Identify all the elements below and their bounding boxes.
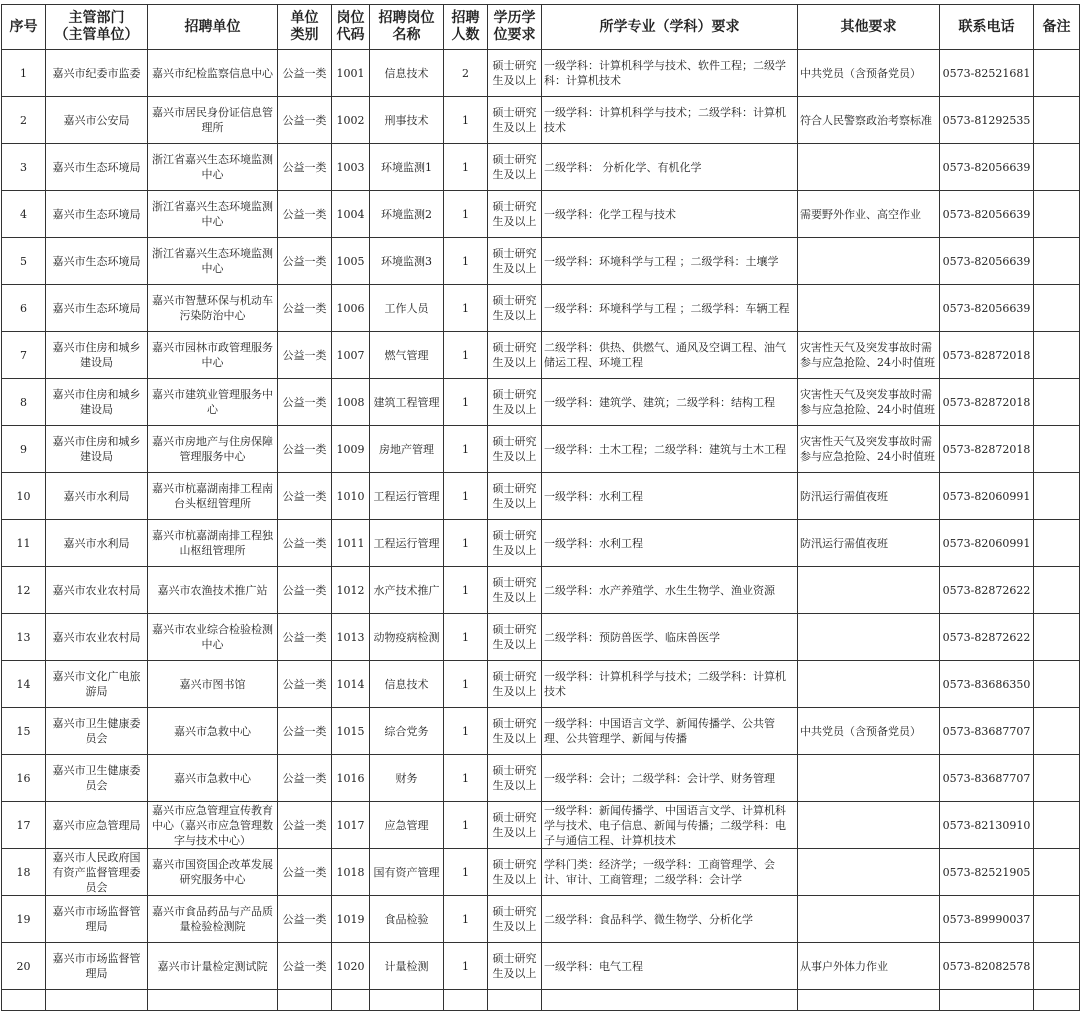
serial-cell: 12 <box>2 567 46 614</box>
major-cell: 二级学科：预防兽医学、临床兽医学 <box>542 614 798 661</box>
post-code-cell: 1019 <box>332 896 370 943</box>
employer-cell: 嘉兴市国资国企改革发展研究服务中心 <box>148 849 278 896</box>
education-cell: 硕士研究生及以上 <box>488 426 542 473</box>
post-code-cell: 1020 <box>332 943 370 990</box>
remarks-cell <box>1034 285 1080 332</box>
post-code-cell: 1001 <box>332 50 370 97</box>
headcount-cell: 1 <box>444 285 488 332</box>
major-cell: 一级学科：建筑学、建筑；二级学科：结构工程 <box>542 379 798 426</box>
headcount-cell: 1 <box>444 896 488 943</box>
major-cell: 一级学科：水利工程 <box>542 520 798 567</box>
remarks-cell <box>1034 332 1080 379</box>
post-name-cell: 综合党务 <box>370 708 444 755</box>
headcount-cell: 1 <box>444 191 488 238</box>
remarks-cell <box>1034 567 1080 614</box>
department-cell: 嘉兴市生态环境局 <box>46 285 148 332</box>
employer-cell: 嘉兴市农渔技术推广站 <box>148 567 278 614</box>
phone-cell: 0573-82056639 <box>940 285 1034 332</box>
header-headcount: 招聘 人数 <box>444 5 488 50</box>
serial-cell: 13 <box>2 614 46 661</box>
table-row <box>2 943 1080 990</box>
education-cell: 硕士研究生及以上 <box>488 849 542 896</box>
other-requirements-cell: 防汛运行需值夜班 <box>798 473 940 520</box>
other-requirements-cell: 中共党员（含预备党员） <box>798 50 940 97</box>
unit-type-cell: 公益一类 <box>278 426 332 473</box>
remarks-cell <box>1034 50 1080 97</box>
other-requirements-cell: 防汛运行需值夜班 <box>798 520 940 567</box>
post-name-cell: 信息技术 <box>370 50 444 97</box>
education-cell: 硕士研究生及以上 <box>488 896 542 943</box>
other-requirements-cell <box>798 661 940 708</box>
employer-cell <box>148 990 278 1011</box>
table-row <box>2 144 1080 191</box>
employer-cell: 嘉兴市房地产与住房保障管理服务中心 <box>148 426 278 473</box>
major-cell: 二级学科：食品科学、微生物学、分析化学 <box>542 896 798 943</box>
remarks-cell <box>1034 379 1080 426</box>
phone-cell: 0573-82060991 <box>940 520 1034 567</box>
headcount-cell: 1 <box>444 379 488 426</box>
unit-type-cell: 公益一类 <box>278 661 332 708</box>
major-cell: 一级学科：计算机科学与技术；二级学科：计算机技术 <box>542 661 798 708</box>
employer-cell: 嘉兴市农业综合检验检测中心 <box>148 614 278 661</box>
table-row <box>2 567 1080 614</box>
table-row <box>2 614 1080 661</box>
employer-cell: 嘉兴市园林市政管理服务中心 <box>148 332 278 379</box>
serial-cell: 18 <box>2 849 46 896</box>
post-name-cell: 环境监测3 <box>370 238 444 285</box>
serial-cell: 17 <box>2 802 46 849</box>
department-cell: 嘉兴市农业农村局 <box>46 614 148 661</box>
header-other-requirements: 其他要求 <box>798 5 940 50</box>
headcount-cell: 2 <box>444 50 488 97</box>
table-row <box>2 849 1080 896</box>
phone-cell: 0573-82872622 <box>940 567 1034 614</box>
education-cell: 硕士研究生及以上 <box>488 708 542 755</box>
other-requirements-cell <box>798 614 940 661</box>
employer-cell: 浙江省嘉兴生态环境监测中心 <box>148 238 278 285</box>
table-row <box>2 191 1080 238</box>
unit-type-cell: 公益一类 <box>278 238 332 285</box>
remarks-cell <box>1034 755 1080 802</box>
education-cell: 硕士研究生及以上 <box>488 379 542 426</box>
headcount-cell: 1 <box>444 708 488 755</box>
post-code-cell: 1017 <box>332 802 370 849</box>
post-code-cell: 1012 <box>332 567 370 614</box>
unit-type-cell: 公益一类 <box>278 473 332 520</box>
other-requirements-cell: 符合人民警察政治考察标准 <box>798 97 940 144</box>
table-row <box>2 238 1080 285</box>
headcount-cell: 1 <box>444 426 488 473</box>
serial-cell: 20 <box>2 943 46 990</box>
employer-cell: 嘉兴市急救中心 <box>148 708 278 755</box>
remarks-cell <box>1034 990 1080 1011</box>
education-cell: 硕士研究生及以上 <box>488 191 542 238</box>
post-name-cell: 应急管理 <box>370 802 444 849</box>
serial-cell: 11 <box>2 520 46 567</box>
department-cell: 嘉兴市卫生健康委员会 <box>46 708 148 755</box>
phone-cell: 0573-81292535 <box>940 97 1034 144</box>
unit-type-cell: 公益一类 <box>278 50 332 97</box>
post-name-cell <box>370 990 444 1011</box>
remarks-cell <box>1034 238 1080 285</box>
headcount-cell: 1 <box>444 614 488 661</box>
unit-type-cell: 公益一类 <box>278 708 332 755</box>
unit-type-cell: 公益一类 <box>278 97 332 144</box>
header-employer: 招聘单位 <box>148 5 278 50</box>
education-cell: 硕士研究生及以上 <box>488 661 542 708</box>
phone-cell <box>940 990 1034 1011</box>
phone-cell: 0573-83687707 <box>940 755 1034 802</box>
major-cell: 二级学科：水产养殖学、水生生物学、渔业资源 <box>542 567 798 614</box>
unit-type-cell: 公益一类 <box>278 755 332 802</box>
employer-cell: 浙江省嘉兴生态环境监测中心 <box>148 144 278 191</box>
department-cell: 嘉兴市住房和城乡建设局 <box>46 332 148 379</box>
post-code-cell: 1010 <box>332 473 370 520</box>
phone-cell: 0573-82130910 <box>940 802 1034 849</box>
other-requirements-cell <box>798 285 940 332</box>
other-requirements-cell: 灾害性天气及突发事故时需参与应急抢险、24小时值班 <box>798 379 940 426</box>
unit-type-cell: 公益一类 <box>278 379 332 426</box>
table-header-row <box>2 5 1080 50</box>
serial-cell: 9 <box>2 426 46 473</box>
post-name-cell: 工程运行管理 <box>370 473 444 520</box>
phone-cell: 0573-83687707 <box>940 708 1034 755</box>
post-code-cell: 1009 <box>332 426 370 473</box>
serial-cell: 4 <box>2 191 46 238</box>
table-row <box>2 50 1080 97</box>
phone-cell: 0573-82872018 <box>940 426 1034 473</box>
table-row <box>2 755 1080 802</box>
headcount-cell: 1 <box>444 943 488 990</box>
post-name-cell: 刑事技术 <box>370 97 444 144</box>
serial-cell: 16 <box>2 755 46 802</box>
post-name-cell: 环境监测1 <box>370 144 444 191</box>
department-cell: 嘉兴市水利局 <box>46 473 148 520</box>
major-cell: 学科门类：经济学；一级学科：工商管理学、会计、审计、工商管理；二级学科：会计学 <box>542 849 798 896</box>
major-cell: 一级学科：环境科学与工程 ；二级学科：车辆工程 <box>542 285 798 332</box>
serial-cell: 19 <box>2 896 46 943</box>
education-cell: 硕士研究生及以上 <box>488 802 542 849</box>
department-cell: 嘉兴市公安局 <box>46 97 148 144</box>
post-name-cell: 财务 <box>370 755 444 802</box>
header-phone: 联系电话 <box>940 5 1034 50</box>
other-requirements-cell <box>798 567 940 614</box>
employer-cell: 嘉兴市应急管理宣传教育中心（嘉兴市应急管理数字与技术中心） <box>148 802 278 849</box>
education-cell: 硕士研究生及以上 <box>488 943 542 990</box>
phone-cell: 0573-82872622 <box>940 614 1034 661</box>
table-row <box>2 97 1080 144</box>
headcount-cell <box>444 990 488 1011</box>
serial-cell: 15 <box>2 708 46 755</box>
employer-cell: 嘉兴市建筑业管理服务中心 <box>148 379 278 426</box>
other-requirements-cell <box>798 990 940 1011</box>
department-cell: 嘉兴市文化广电旅游局 <box>46 661 148 708</box>
employer-cell: 嘉兴市智慧环保与机动车污染防治中心 <box>148 285 278 332</box>
serial-cell: 5 <box>2 238 46 285</box>
unit-type-cell: 公益一类 <box>278 332 332 379</box>
education-cell: 硕士研究生及以上 <box>488 238 542 285</box>
phone-cell: 0573-82056639 <box>940 238 1034 285</box>
employer-cell: 嘉兴市食品药品与产品质量检验检测院 <box>148 896 278 943</box>
remarks-cell <box>1034 708 1080 755</box>
other-requirements-cell <box>798 238 940 285</box>
remarks-cell <box>1034 943 1080 990</box>
unit-type-cell <box>278 990 332 1011</box>
department-cell <box>46 990 148 1011</box>
major-cell: 一级学科：会计；二级学科：会计学、财务管理 <box>542 755 798 802</box>
phone-cell: 0573-82521681 <box>940 50 1034 97</box>
department-cell: 嘉兴市人民政府国有资产监督管理委员会 <box>46 849 148 896</box>
unit-type-cell: 公益一类 <box>278 614 332 661</box>
unit-type-cell: 公益一类 <box>278 520 332 567</box>
headcount-cell: 1 <box>444 238 488 285</box>
phone-cell: 0573-82521905 <box>940 849 1034 896</box>
table-row <box>2 426 1080 473</box>
table-body <box>2 50 1080 1011</box>
major-cell: 一级学科：电气工程 <box>542 943 798 990</box>
major-cell: 一级学科：新闻传播学、中国语言文学、计算机科学与技术、电子信息、新闻与传播；二级学科：电子与通信工程、计算机技术 <box>542 802 798 849</box>
phone-cell: 0573-83686350 <box>940 661 1034 708</box>
education-cell: 硕士研究生及以上 <box>488 97 542 144</box>
other-requirements-cell <box>798 896 940 943</box>
department-cell: 嘉兴市农业农村局 <box>46 567 148 614</box>
education-cell: 硕士研究生及以上 <box>488 332 542 379</box>
phone-cell: 0573-89990037 <box>940 896 1034 943</box>
serial-cell: 3 <box>2 144 46 191</box>
table-row <box>2 379 1080 426</box>
major-cell: 一级学科：水利工程 <box>542 473 798 520</box>
post-code-cell: 1018 <box>332 849 370 896</box>
serial-cell: 14 <box>2 661 46 708</box>
department-cell: 嘉兴市住房和城乡建设局 <box>46 379 148 426</box>
post-code-cell: 1005 <box>332 238 370 285</box>
department-cell: 嘉兴市纪委市监委 <box>46 50 148 97</box>
table-row <box>2 520 1080 567</box>
post-code-cell: 1003 <box>332 144 370 191</box>
remarks-cell <box>1034 97 1080 144</box>
post-name-cell: 计量检测 <box>370 943 444 990</box>
major-cell: 一级学科：计算机科学与技术；二级学科：计算机技术 <box>542 97 798 144</box>
headcount-cell: 1 <box>444 755 488 802</box>
other-requirements-cell: 灾害性天气及突发事故时需参与应急抢险、24小时值班 <box>798 426 940 473</box>
remarks-cell <box>1034 661 1080 708</box>
serial-cell: 2 <box>2 97 46 144</box>
header-unit-type: 单位 类别 <box>278 5 332 50</box>
other-requirements-cell <box>798 144 940 191</box>
department-cell: 嘉兴市应急管理局 <box>46 802 148 849</box>
employer-cell: 嘉兴市杭嘉湖南排工程南台头枢纽管理所 <box>148 473 278 520</box>
post-code-cell: 1006 <box>332 285 370 332</box>
major-cell: 一级学科：化学工程与技术 <box>542 191 798 238</box>
post-code-cell: 1015 <box>332 708 370 755</box>
phone-cell: 0573-82872018 <box>940 379 1034 426</box>
department-cell: 嘉兴市水利局 <box>46 520 148 567</box>
serial-cell <box>2 990 46 1011</box>
post-name-cell: 动物疫病检测 <box>370 614 444 661</box>
unit-type-cell: 公益一类 <box>278 943 332 990</box>
remarks-cell <box>1034 473 1080 520</box>
other-requirements-cell: 中共党员（含预备党员） <box>798 708 940 755</box>
post-name-cell: 建筑工程管理 <box>370 379 444 426</box>
post-code-cell <box>332 990 370 1011</box>
post-name-cell: 食品检验 <box>370 896 444 943</box>
header-education: 学历学 位要求 <box>488 5 542 50</box>
education-cell: 硕士研究生及以上 <box>488 755 542 802</box>
employer-cell: 嘉兴市图书馆 <box>148 661 278 708</box>
table-row <box>2 896 1080 943</box>
other-requirements-cell: 从事户外体力作业 <box>798 943 940 990</box>
department-cell: 嘉兴市生态环境局 <box>46 144 148 191</box>
employer-cell: 嘉兴市急救中心 <box>148 755 278 802</box>
education-cell: 硕士研究生及以上 <box>488 567 542 614</box>
header-serial: 序号 <box>2 5 46 50</box>
post-name-cell: 工作人员 <box>370 285 444 332</box>
table-row <box>2 802 1080 849</box>
unit-type-cell: 公益一类 <box>278 191 332 238</box>
major-cell: 二级学科：供热、供燃气、通风及空调工程、油气储运工程、环境工程 <box>542 332 798 379</box>
education-cell: 硕士研究生及以上 <box>488 473 542 520</box>
post-code-cell: 1002 <box>332 97 370 144</box>
department-cell: 嘉兴市卫生健康委员会 <box>46 755 148 802</box>
header-department: 主管部门 （主管单位） <box>46 5 148 50</box>
phone-cell: 0573-82060991 <box>940 473 1034 520</box>
headcount-cell: 1 <box>444 567 488 614</box>
header-remarks: 备注 <box>1034 5 1080 50</box>
post-code-cell: 1008 <box>332 379 370 426</box>
department-cell: 嘉兴市生态环境局 <box>46 191 148 238</box>
education-cell: 硕士研究生及以上 <box>488 614 542 661</box>
post-code-cell: 1014 <box>332 661 370 708</box>
post-name-cell: 信息技术 <box>370 661 444 708</box>
remarks-cell <box>1034 520 1080 567</box>
post-code-cell: 1004 <box>332 191 370 238</box>
phone-cell: 0573-82872018 <box>940 332 1034 379</box>
table-row <box>2 285 1080 332</box>
phone-cell: 0573-82082578 <box>940 943 1034 990</box>
unit-type-cell: 公益一类 <box>278 802 332 849</box>
education-cell: 硕士研究生及以上 <box>488 520 542 567</box>
other-requirements-cell: 灾害性天气及突发事故时需参与应急抢险、24小时值班 <box>798 332 940 379</box>
department-cell: 嘉兴市住房和城乡建设局 <box>46 426 148 473</box>
major-cell: 一级学科：计算机科学与技术、软件工程；二级学科：计算机技术 <box>542 50 798 97</box>
serial-cell: 8 <box>2 379 46 426</box>
unit-type-cell: 公益一类 <box>278 144 332 191</box>
post-code-cell: 1011 <box>332 520 370 567</box>
table-row <box>2 332 1080 379</box>
major-cell <box>542 990 798 1011</box>
education-cell <box>488 990 542 1011</box>
major-cell: 一级学科：中国语言文学、新闻传播学、公共管理、公共管理学、新闻与传播 <box>542 708 798 755</box>
other-requirements-cell <box>798 755 940 802</box>
post-code-cell: 1016 <box>332 755 370 802</box>
education-cell: 硕士研究生及以上 <box>488 144 542 191</box>
major-cell: 一级学科：土木工程；二级学科：建筑与土木工程 <box>542 426 798 473</box>
education-cell: 硕士研究生及以上 <box>488 285 542 332</box>
remarks-cell <box>1034 144 1080 191</box>
employer-cell: 嘉兴市纪检监察信息中心 <box>148 50 278 97</box>
headcount-cell: 1 <box>444 473 488 520</box>
headcount-cell: 1 <box>444 520 488 567</box>
unit-type-cell: 公益一类 <box>278 896 332 943</box>
education-cell: 硕士研究生及以上 <box>488 50 542 97</box>
employer-cell: 嘉兴市杭嘉湖南排工程独山枢纽管理所 <box>148 520 278 567</box>
headcount-cell: 1 <box>444 849 488 896</box>
other-requirements-cell: 需要野外作业、高空作业 <box>798 191 940 238</box>
recruitment-table <box>1 4 1080 1011</box>
phone-cell: 0573-82056639 <box>940 144 1034 191</box>
headcount-cell: 1 <box>444 332 488 379</box>
header-post-code: 岗位 代码 <box>332 5 370 50</box>
post-name-cell: 环境监测2 <box>370 191 444 238</box>
other-requirements-cell <box>798 802 940 849</box>
headcount-cell: 1 <box>444 97 488 144</box>
remarks-cell <box>1034 191 1080 238</box>
remarks-cell <box>1034 896 1080 943</box>
post-name-cell: 工程运行管理 <box>370 520 444 567</box>
unit-type-cell: 公益一类 <box>278 285 332 332</box>
post-name-cell: 水产技术推广 <box>370 567 444 614</box>
table-row <box>2 473 1080 520</box>
major-cell: 二级学科： 分析化学、有机化学 <box>542 144 798 191</box>
other-requirements-cell <box>798 849 940 896</box>
serial-cell: 10 <box>2 473 46 520</box>
post-name-cell: 燃气管理 <box>370 332 444 379</box>
department-cell: 嘉兴市生态环境局 <box>46 238 148 285</box>
headcount-cell: 1 <box>444 802 488 849</box>
serial-cell: 6 <box>2 285 46 332</box>
post-name-cell: 国有资产管理 <box>370 849 444 896</box>
headcount-cell: 1 <box>444 144 488 191</box>
employer-cell: 浙江省嘉兴生态环境监测中心 <box>148 191 278 238</box>
unit-type-cell: 公益一类 <box>278 849 332 896</box>
remarks-cell <box>1034 802 1080 849</box>
table-row-partial <box>2 990 1080 1011</box>
table-row <box>2 661 1080 708</box>
table-row <box>2 708 1080 755</box>
department-cell: 嘉兴市市场监督管理局 <box>46 943 148 990</box>
unit-type-cell: 公益一类 <box>278 567 332 614</box>
remarks-cell <box>1034 849 1080 896</box>
headcount-cell: 1 <box>444 661 488 708</box>
post-code-cell: 1013 <box>332 614 370 661</box>
department-cell: 嘉兴市市场监督管理局 <box>46 896 148 943</box>
header-major: 所学专业（学科）要求 <box>542 5 798 50</box>
serial-cell: 1 <box>2 50 46 97</box>
major-cell: 一级学科：环境科学与工程 ；二级学科：土壤学 <box>542 238 798 285</box>
post-code-cell: 1007 <box>332 332 370 379</box>
serial-cell: 7 <box>2 332 46 379</box>
remarks-cell <box>1034 614 1080 661</box>
remarks-cell <box>1034 426 1080 473</box>
header-post-name: 招聘岗位 名称 <box>370 5 444 50</box>
employer-cell: 嘉兴市居民身份证信息管理所 <box>148 97 278 144</box>
post-name-cell: 房地产管理 <box>370 426 444 473</box>
phone-cell: 0573-82056639 <box>940 191 1034 238</box>
employer-cell: 嘉兴市计量检定测试院 <box>148 943 278 990</box>
